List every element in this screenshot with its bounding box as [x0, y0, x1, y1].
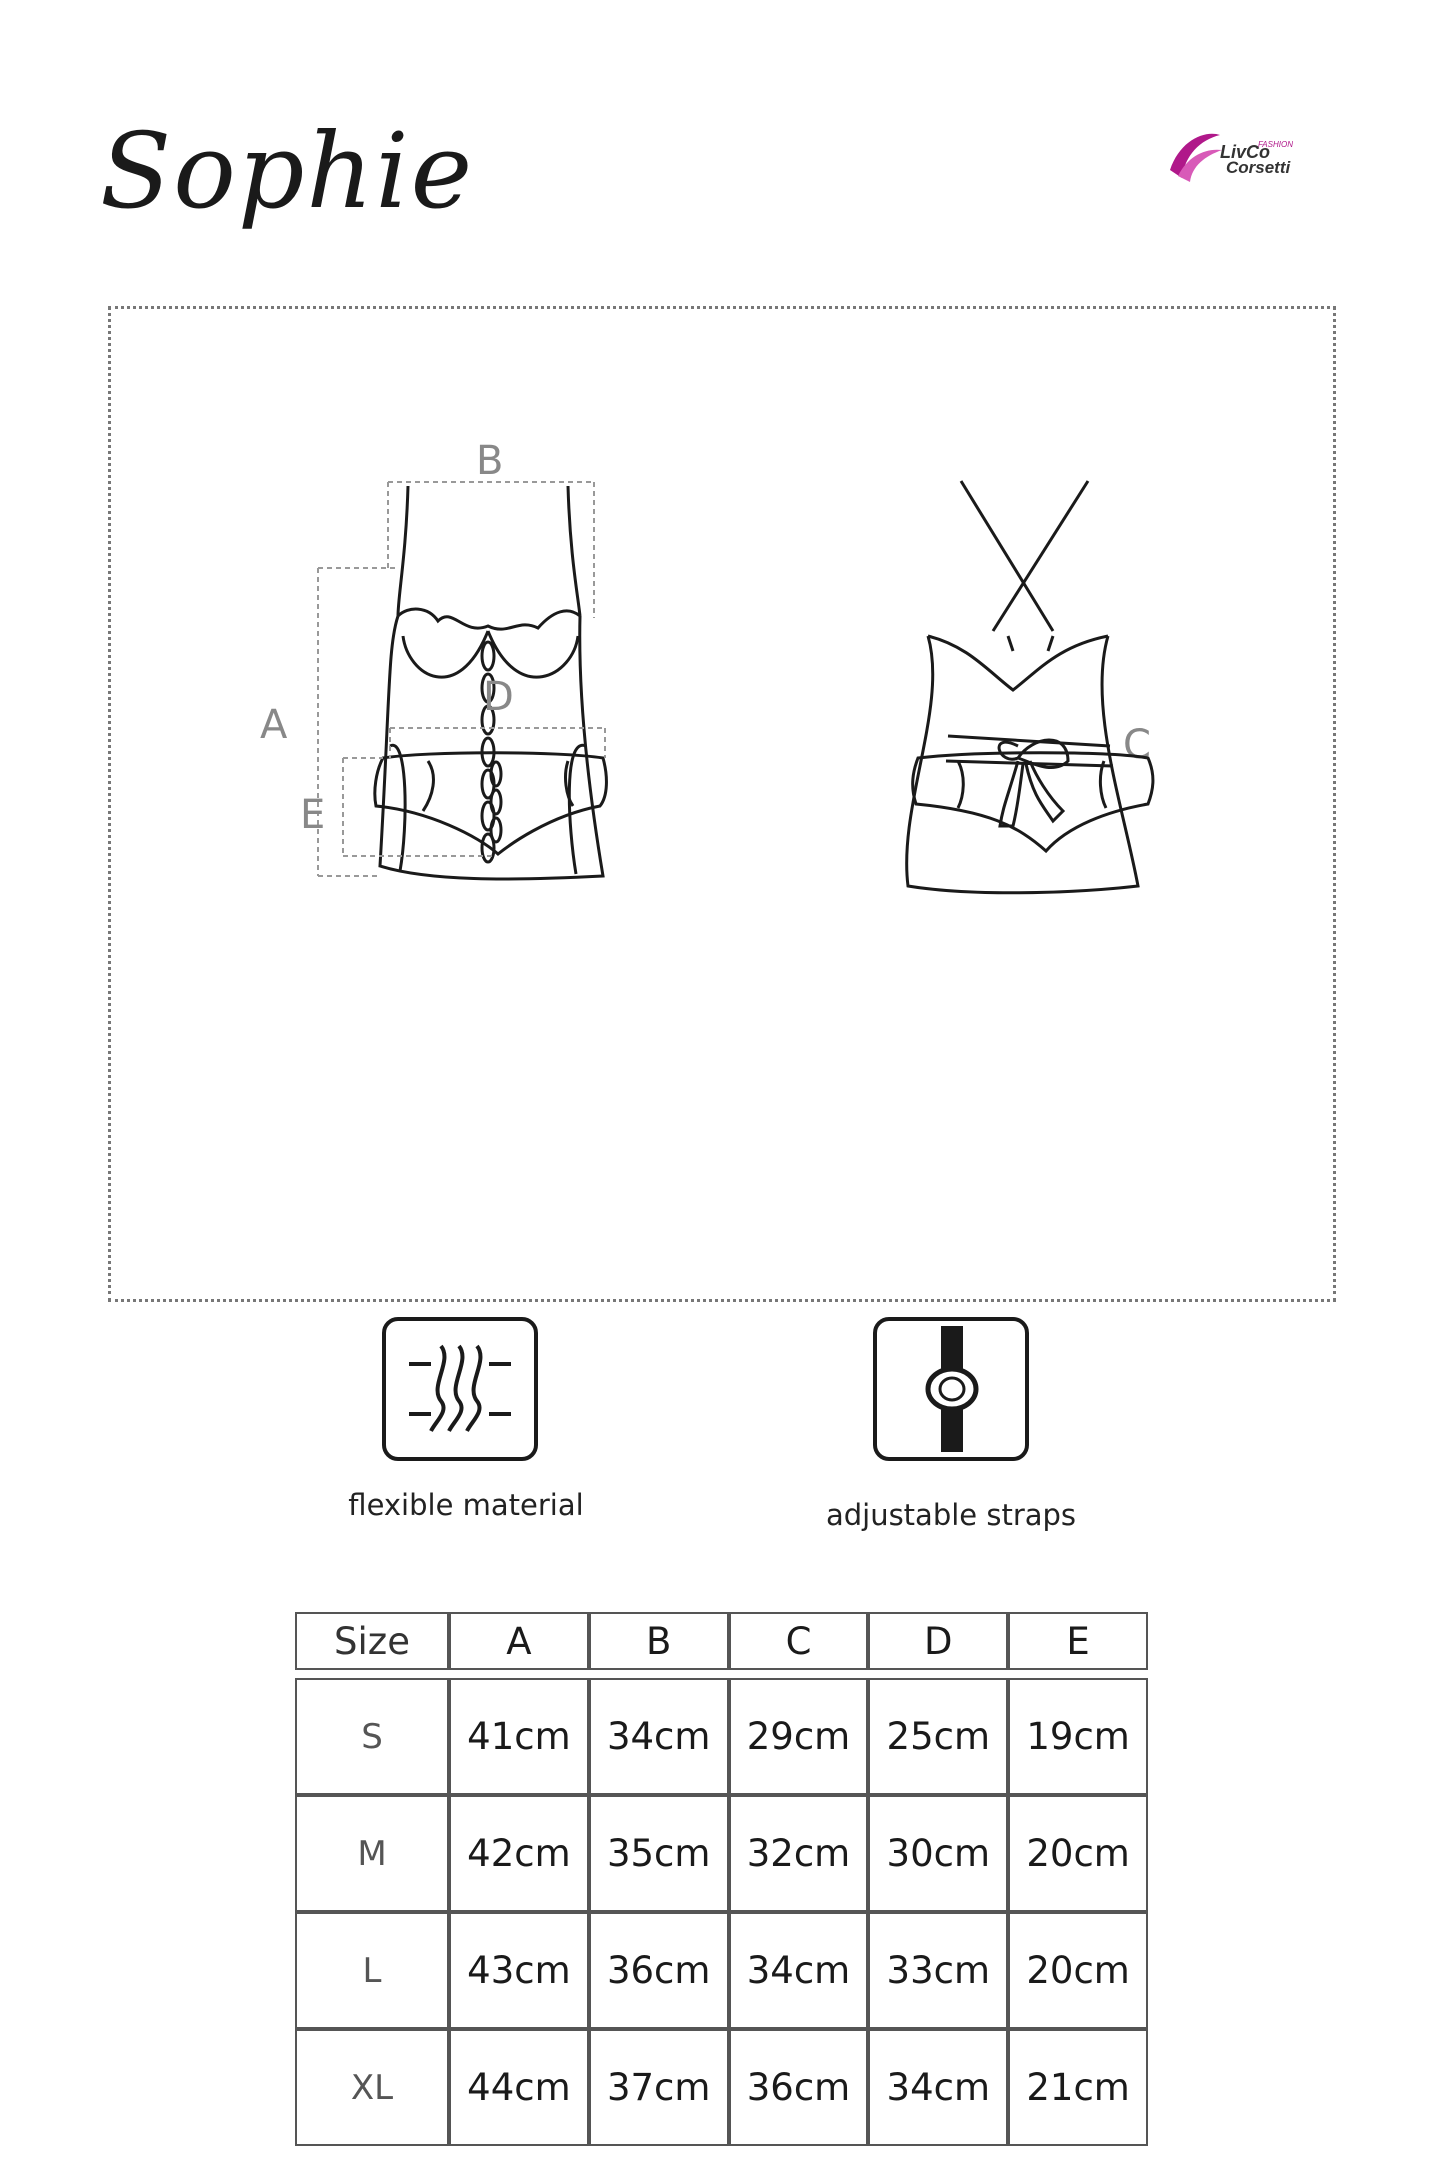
size-cell: L: [295, 1912, 449, 2029]
feature-label-adjustable-straps: adjustable straps: [825, 1498, 1077, 1532]
value-cell: 35cm: [589, 1795, 729, 1912]
header-c: C: [729, 1612, 869, 1670]
header-d: D: [868, 1612, 1008, 1670]
value-cell: 42cm: [449, 1795, 589, 1912]
value-cell: 34cm: [589, 1678, 729, 1795]
feature-label-flexible-material: flexible material: [348, 1488, 584, 1522]
dimension-a-label: A: [260, 702, 288, 748]
size-cell: S: [295, 1678, 449, 1795]
value-cell: 32cm: [729, 1795, 869, 1912]
value-cell: 34cm: [729, 1912, 869, 2029]
value-cell: 33cm: [868, 1912, 1008, 2029]
value-cell: 19cm: [1008, 1678, 1148, 1795]
header-size: Size: [295, 1612, 449, 1670]
garment-diagram: [108, 306, 1336, 1302]
value-cell: 29cm: [729, 1678, 869, 1795]
header-e: E: [1008, 1612, 1148, 1670]
value-cell: 34cm: [868, 2029, 1008, 2146]
table-row: [295, 1912, 1148, 2029]
size-chart-table: [295, 1612, 1148, 2146]
value-cell: 41cm: [449, 1678, 589, 1795]
camisole-back-drawing: [907, 481, 1138, 893]
size-cell: XL: [295, 2029, 449, 2146]
dimension-b-label: B: [476, 438, 504, 484]
brand-line-3: Corsetti: [1226, 158, 1291, 177]
brand-logo: [1160, 120, 1320, 200]
size-cell: M: [295, 1795, 449, 1912]
value-cell: 30cm: [868, 1795, 1008, 1912]
feature-adjustable-straps: [872, 1316, 1030, 1467]
value-cell: 37cm: [589, 2029, 729, 2146]
table-header-row: [295, 1612, 1148, 1670]
value-cell: 36cm: [729, 2029, 869, 2146]
value-cell: 43cm: [449, 1912, 589, 2029]
value-cell: 20cm: [1008, 1795, 1148, 1912]
dimension-d-label: D: [483, 674, 514, 720]
value-cell: 36cm: [589, 1912, 729, 2029]
feature-flexible-material: [381, 1316, 539, 1467]
value-cell: 21cm: [1008, 2029, 1148, 2146]
dimension-guides-top: [318, 482, 594, 876]
value-cell: 20cm: [1008, 1912, 1148, 2029]
dimension-c-label: C: [1123, 722, 1151, 768]
dimension-e-label: E: [300, 792, 326, 838]
strap-buckle-icon: [872, 1316, 1030, 1462]
waves-stretch-icon: [381, 1316, 539, 1462]
brand-line-1: LivCo: [1220, 142, 1271, 162]
header-b: B: [589, 1612, 729, 1670]
table-row: [295, 1795, 1148, 1912]
table-row: [295, 1678, 1148, 1795]
brand-line-2: FASHION: [1258, 140, 1293, 149]
value-cell: 25cm: [868, 1678, 1008, 1795]
table-row: [295, 2029, 1148, 2146]
product-title: Sophie: [100, 110, 475, 232]
value-cell: 44cm: [449, 2029, 589, 2146]
header-a: A: [449, 1612, 589, 1670]
